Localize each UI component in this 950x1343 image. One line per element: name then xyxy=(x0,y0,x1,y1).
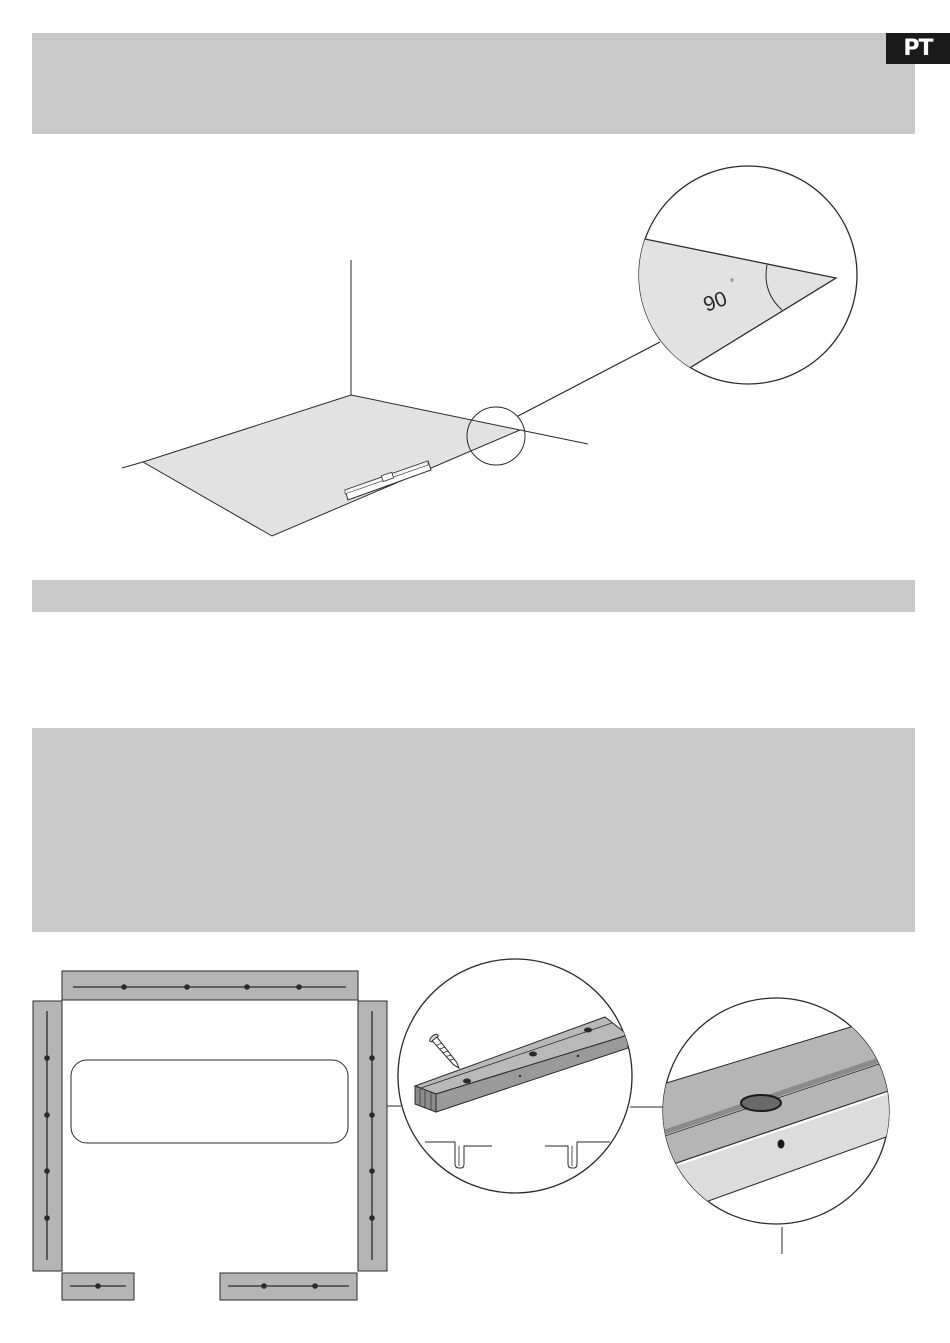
fixing-hole-icon xyxy=(369,1112,375,1118)
instruction-band-3 xyxy=(32,728,915,932)
fixing-hole-icon xyxy=(778,1140,785,1149)
profile-bottom-left xyxy=(62,1273,134,1300)
fixing-hole-icon xyxy=(261,1283,267,1289)
floor-diagram xyxy=(0,0,950,560)
fixing-hole-icon xyxy=(95,1283,101,1289)
fixing-hole-icon xyxy=(44,1215,50,1221)
fixing-hole-icon xyxy=(369,1168,375,1174)
profile-left xyxy=(33,1001,62,1271)
fixing-hole-icon xyxy=(296,984,302,990)
profiles-diagram xyxy=(0,932,950,1343)
fixing-hole-icon xyxy=(369,1215,375,1221)
floor-plane xyxy=(143,395,520,536)
floor-extension-left xyxy=(122,462,143,468)
fixing-hole-icon xyxy=(312,1283,318,1289)
language-badge: PT xyxy=(886,33,950,64)
angle-unit: ° xyxy=(730,278,734,289)
profile-bottom-right xyxy=(220,1273,357,1300)
fixing-slot-icon xyxy=(741,1095,781,1111)
fixing-hole-icon xyxy=(44,1168,50,1174)
angle-label: 90 xyxy=(700,287,731,317)
fixing-hole-icon xyxy=(44,1055,50,1061)
tray-outline xyxy=(71,1060,348,1143)
profile-top xyxy=(62,971,358,1000)
fixing-hole-icon xyxy=(44,1112,50,1118)
fixing-hole-icon xyxy=(121,984,127,990)
instruction-band-2 xyxy=(32,580,915,612)
fixing-hole-icon xyxy=(244,984,250,990)
fixing-hole-icon xyxy=(184,984,190,990)
profile-right xyxy=(358,1001,387,1271)
magnifier-leader-line xyxy=(518,342,660,416)
floor-extension-right xyxy=(520,430,588,444)
fixing-hole-icon xyxy=(369,1055,375,1061)
